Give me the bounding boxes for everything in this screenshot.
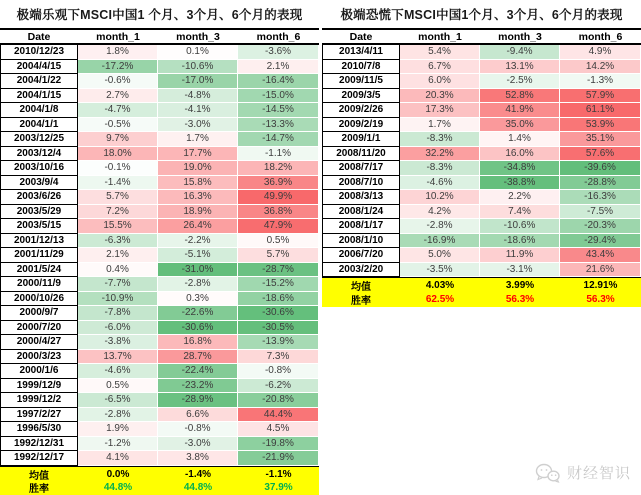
table-row	[322, 176, 641, 191]
return-value-cell: 21.6%	[560, 263, 641, 278]
return-value-cell: -6.2%	[238, 379, 319, 394]
column-header-month6: month_6	[578, 30, 623, 43]
return-value-cell: 57.9%	[560, 89, 641, 104]
table-row	[322, 263, 641, 278]
return-value-cell: 9.7%	[78, 132, 158, 147]
return-value-cell: -20.3%	[560, 219, 641, 234]
table-row	[322, 205, 641, 220]
return-value-cell: -31.0%	[158, 263, 238, 278]
return-value-cell: 6.6%	[158, 408, 238, 423]
return-value-cell: 2.7%	[78, 89, 158, 104]
date-cell: 2003/6/26	[0, 190, 78, 205]
table-row	[0, 335, 319, 350]
return-value-cell: 18.2%	[238, 161, 319, 176]
return-value-cell: -14.5%	[238, 103, 319, 118]
table-row	[322, 161, 641, 176]
table-row	[322, 60, 641, 75]
date-cell: 2000/11/9	[0, 277, 78, 292]
winrate-label: 胜率	[29, 484, 49, 495]
table-row	[0, 190, 319, 205]
table-row	[0, 321, 319, 336]
return-value-cell: -18.6%	[238, 292, 319, 307]
return-value-cell: -17.2%	[78, 60, 158, 75]
wechat-chat-bubbles-icon	[535, 463, 561, 483]
date-cell: 2008/1/24	[322, 205, 400, 220]
return-value-cell: 1.7%	[400, 118, 480, 133]
return-value-cell: -30.5%	[238, 321, 319, 336]
winrate-value: 56.3%	[586, 293, 615, 305]
return-value-cell: -6.5%	[78, 393, 158, 408]
table-row	[0, 45, 319, 60]
return-value-cell: 7.2%	[78, 205, 158, 220]
table-row	[322, 132, 641, 147]
return-value-cell: 5.7%	[78, 190, 158, 205]
return-value-cell: -28.9%	[158, 393, 238, 408]
return-value-cell: -7.5%	[560, 205, 641, 220]
return-value-cell: 0.5%	[78, 379, 158, 394]
winrate-value: 37.9%	[264, 482, 293, 494]
optimism-table	[0, 0, 319, 495]
return-value-cell: -7.8%	[78, 306, 158, 321]
date-cell: 2009/1/1	[322, 132, 400, 147]
date-cell: 2003/5/15	[0, 219, 78, 234]
return-value-cell: 6.7%	[400, 60, 480, 75]
return-value-cell: -16.3%	[560, 190, 641, 205]
return-value-cell: 47.9%	[238, 219, 319, 234]
table-row	[322, 74, 641, 89]
return-value-cell: 15.5%	[78, 219, 158, 234]
return-value-cell: 13.1%	[480, 60, 560, 75]
return-value-cell: -30.6%	[238, 306, 319, 321]
return-value-cell: -30.6%	[158, 321, 238, 336]
return-value-cell: -22.4%	[158, 364, 238, 379]
mean-value: -1.1%	[265, 468, 292, 480]
table-row	[322, 190, 641, 205]
mean-value: 4.03%	[425, 280, 455, 291]
table-row	[0, 219, 319, 234]
return-value-cell: -3.5%	[400, 263, 480, 278]
return-value-cell: 19.0%	[158, 161, 238, 176]
return-value-cell: 4.9%	[560, 45, 641, 60]
return-value-cell: -2.8%	[78, 408, 158, 423]
return-value-cell: 52.8%	[480, 89, 560, 104]
return-value-cell: -1.2%	[78, 437, 158, 452]
return-value-cell: 0.5%	[238, 234, 319, 249]
optimism-table-title: 极端乐观下MSCI中国1 个月、3个月、6个月的表现	[16, 8, 303, 22]
return-value-cell: -2.5%	[480, 74, 560, 89]
mean-value: 12.91%	[583, 280, 618, 291]
date-cell: 2008/3/13	[322, 190, 400, 205]
table-row	[0, 306, 319, 321]
return-value-cell: 28.7%	[158, 350, 238, 365]
table-row	[0, 74, 319, 89]
table-row	[322, 219, 641, 234]
date-cell: 1997/2/27	[0, 408, 78, 423]
return-value-cell: -0.1%	[78, 161, 158, 176]
table-row	[322, 147, 641, 162]
date-cell: 2009/11/5	[322, 74, 400, 89]
table-row	[0, 248, 319, 263]
optimism-table-rows	[0, 45, 319, 466]
panic-table-rows	[322, 45, 641, 277]
date-cell: 2010/12/23	[0, 45, 78, 60]
date-cell: 2000/7/20	[0, 321, 78, 336]
date-cell: 2000/9/7	[0, 306, 78, 321]
date-cell: 2001/5/24	[0, 263, 78, 278]
return-value-cell: -4.1%	[158, 103, 238, 118]
return-value-cell: -16.4%	[238, 74, 319, 89]
return-value-cell: -3.1%	[480, 263, 560, 278]
table-row	[322, 118, 641, 133]
return-value-cell: -21.9%	[238, 451, 319, 466]
return-value-cell: -3.6%	[238, 45, 319, 60]
return-value-cell: 16.3%	[158, 190, 238, 205]
date-cell: 2013/4/11	[322, 45, 400, 60]
table-row	[0, 422, 319, 437]
return-value-cell: 11.9%	[480, 248, 560, 263]
date-cell: 2004/1/1	[0, 118, 78, 133]
return-value-cell: 36.9%	[238, 176, 319, 191]
date-cell: 1992/12/17	[0, 451, 78, 466]
date-cell: 2000/4/27	[0, 335, 78, 350]
return-value-cell: -4.6%	[78, 364, 158, 379]
table-row	[0, 364, 319, 379]
return-value-cell: -0.6%	[78, 74, 158, 89]
return-value-cell: 16.8%	[158, 335, 238, 350]
return-value-cell: -0.8%	[158, 422, 238, 437]
return-value-cell: 7.3%	[238, 350, 319, 365]
return-value-cell: 15.8%	[158, 176, 238, 191]
return-value-cell: -3.0%	[158, 118, 238, 133]
return-value-cell: 6.0%	[400, 74, 480, 89]
table-row	[0, 60, 319, 75]
winrate-value: 44.8%	[103, 482, 133, 494]
return-value-cell: 1.8%	[78, 45, 158, 60]
column-header-month3: month_3	[498, 30, 542, 43]
date-cell: 2003/12/4	[0, 147, 78, 162]
return-value-cell: 5.0%	[400, 248, 480, 263]
date-cell: 2008/11/20	[322, 147, 400, 162]
date-cell: 2000/10/26	[0, 292, 78, 307]
column-header-month3: month_3	[176, 30, 220, 43]
return-value-cell: -4.7%	[78, 103, 158, 118]
return-value-cell: -6.0%	[78, 321, 158, 336]
table-row	[0, 263, 319, 278]
return-value-cell: -10.6%	[158, 60, 238, 75]
table-row	[0, 451, 319, 466]
return-value-cell: 14.2%	[560, 60, 641, 75]
table-row	[322, 45, 641, 60]
return-value-cell: -17.0%	[158, 74, 238, 89]
return-value-cell: 43.4%	[560, 248, 641, 263]
date-cell: 2004/1/15	[0, 89, 78, 104]
return-value-cell: 35.1%	[560, 132, 641, 147]
return-value-cell: 26.4%	[158, 219, 238, 234]
return-value-cell: -39.6%	[560, 161, 641, 176]
table-row	[0, 89, 319, 104]
return-value-cell: 5.7%	[238, 248, 319, 263]
table-row	[0, 379, 319, 394]
return-value-cell: -0.8%	[238, 364, 319, 379]
return-value-cell: -18.6%	[480, 234, 560, 249]
date-cell: 2003/9/4	[0, 176, 78, 191]
mean-label: 均值	[29, 470, 49, 482]
winrate-value: 56.3%	[505, 293, 535, 305]
table-row	[0, 118, 319, 133]
return-value-cell: 41.9%	[480, 103, 560, 118]
optimism-mean-row	[0, 466, 319, 481]
return-value-cell: 32.2%	[400, 147, 480, 162]
table-row	[0, 176, 319, 191]
return-value-cell: -3.8%	[78, 335, 158, 350]
return-value-cell: 0.1%	[158, 45, 238, 60]
date-cell: 2008/1/17	[322, 219, 400, 234]
return-value-cell: -22.6%	[158, 306, 238, 321]
table-row	[322, 89, 641, 104]
return-value-cell: -19.8%	[238, 437, 319, 452]
return-value-cell: -8.3%	[400, 132, 480, 147]
return-value-cell: -28.7%	[238, 263, 319, 278]
date-cell: 1992/12/31	[0, 437, 78, 452]
date-cell: 2004/1/8	[0, 103, 78, 118]
return-value-cell: -13.9%	[238, 335, 319, 350]
return-value-cell: -10.9%	[78, 292, 158, 307]
return-value-cell: -6.3%	[78, 234, 158, 249]
mean-value: 3.99%	[505, 280, 535, 291]
return-value-cell: 17.3%	[400, 103, 480, 118]
date-cell: 2008/1/10	[322, 234, 400, 249]
date-cell: 2009/2/26	[322, 103, 400, 118]
date-cell: 1999/12/2	[0, 393, 78, 408]
table-row	[0, 103, 319, 118]
return-value-cell: -13.3%	[238, 118, 319, 133]
return-value-cell: 2.2%	[480, 190, 560, 205]
return-value-cell: -15.0%	[238, 89, 319, 104]
return-value-cell: 57.6%	[560, 147, 641, 162]
table-row	[0, 205, 319, 220]
return-value-cell: -23.2%	[158, 379, 238, 394]
return-value-cell: 0.3%	[158, 292, 238, 307]
panic-winrate-row	[322, 292, 641, 307]
return-value-cell: -3.0%	[158, 437, 238, 452]
return-value-cell: 18.0%	[78, 147, 158, 162]
return-value-cell: 36.8%	[238, 205, 319, 220]
return-value-cell: 4.1%	[78, 451, 158, 466]
return-value-cell: 2.1%	[238, 60, 319, 75]
table-row	[0, 147, 319, 162]
column-header-month1: month_1	[418, 30, 462, 43]
optimism-header-row	[0, 28, 319, 45]
mean-value: 0.0%	[106, 468, 130, 480]
table-row	[0, 437, 319, 452]
return-value-cell: -29.4%	[560, 234, 641, 249]
return-value-cell: 1.4%	[480, 132, 560, 147]
date-cell: 2003/5/29	[0, 205, 78, 220]
table-row	[0, 277, 319, 292]
panic-header-row	[322, 28, 641, 45]
return-value-cell: -2.8%	[158, 277, 238, 292]
return-value-cell: 1.9%	[78, 422, 158, 437]
table-row	[0, 292, 319, 307]
return-value-cell: -9.4%	[480, 45, 560, 60]
return-value-cell: -2.2%	[158, 234, 238, 249]
return-value-cell: -10.6%	[480, 219, 560, 234]
date-cell: 2003/2/20	[322, 263, 400, 278]
return-value-cell: 17.7%	[158, 147, 238, 162]
return-value-cell: 10.2%	[400, 190, 480, 205]
return-value-cell: 44.4%	[238, 408, 319, 423]
return-value-cell: 2.1%	[78, 248, 158, 263]
return-value-cell: 1.7%	[158, 132, 238, 147]
return-value-cell: -1.4%	[78, 176, 158, 191]
return-value-cell: -8.3%	[400, 161, 480, 176]
return-value-cell: -16.9%	[400, 234, 480, 249]
date-cell: 2006/7/20	[322, 248, 400, 263]
table-row	[0, 234, 319, 249]
watermark	[535, 462, 631, 483]
winrate-value: 62.5%	[425, 293, 455, 305]
return-value-cell: -38.8%	[480, 176, 560, 191]
date-cell: 1999/12/9	[0, 379, 78, 394]
return-value-cell: 61.1%	[560, 103, 641, 118]
table-row	[322, 103, 641, 118]
winrate-value: 44.8%	[183, 482, 213, 494]
date-cell: 2010/7/8	[322, 60, 400, 75]
return-value-cell: -4.8%	[158, 89, 238, 104]
date-cell: 2000/1/6	[0, 364, 78, 379]
return-value-cell: 4.2%	[400, 205, 480, 220]
return-value-cell: -15.2%	[238, 277, 319, 292]
column-header-month1: month_1	[96, 30, 140, 43]
return-value-cell: -0.5%	[78, 118, 158, 133]
table-row	[0, 132, 319, 147]
table-row	[322, 234, 641, 249]
return-value-cell: 53.9%	[560, 118, 641, 133]
column-header-date: Date	[349, 30, 373, 43]
mean-value: -1.4%	[184, 468, 212, 480]
return-value-cell: 18.9%	[158, 205, 238, 220]
return-value-cell: -20.8%	[238, 393, 319, 408]
return-value-cell: 3.8%	[158, 451, 238, 466]
date-cell: 2008/7/17	[322, 161, 400, 176]
return-value-cell: -7.7%	[78, 277, 158, 292]
return-value-cell: 49.9%	[238, 190, 319, 205]
table-row	[0, 393, 319, 408]
mean-label: 均值	[351, 282, 371, 293]
return-value-cell: 16.0%	[480, 147, 560, 162]
return-value-cell: 35.0%	[480, 118, 560, 133]
return-value-cell: 0.4%	[78, 263, 158, 278]
return-value-cell: -34.8%	[480, 161, 560, 176]
table-row	[0, 350, 319, 365]
winrate-label: 胜率	[351, 295, 371, 307]
return-value-cell: 7.4%	[480, 205, 560, 220]
date-cell: 2001/12/13	[0, 234, 78, 249]
return-value-cell: -1.1%	[238, 147, 319, 162]
date-cell: 2003/10/16	[0, 161, 78, 176]
date-cell: 1996/5/30	[0, 422, 78, 437]
date-cell: 2001/11/29	[0, 248, 78, 263]
return-value-cell: 5.4%	[400, 45, 480, 60]
table-row	[0, 161, 319, 176]
column-header-month6: month_6	[256, 30, 301, 43]
panic-table-title: 极端恐慌下MSCI中国1个月、3个月、6个月的表现	[340, 8, 623, 22]
table-row	[0, 408, 319, 423]
panic-mean-row	[322, 277, 641, 292]
return-value-cell: -1.3%	[560, 74, 641, 89]
optimism-winrate-row	[0, 480, 319, 495]
return-value-cell: -4.6%	[400, 176, 480, 191]
return-value-cell: -2.8%	[400, 219, 480, 234]
table-row	[322, 248, 641, 263]
date-cell: 2009/2/19	[322, 118, 400, 133]
date-cell: 2004/4/15	[0, 60, 78, 75]
return-value-cell: 13.7%	[78, 350, 158, 365]
return-value-cell: 20.3%	[400, 89, 480, 104]
return-value-cell: 4.5%	[238, 422, 319, 437]
return-value-cell: -28.8%	[560, 176, 641, 191]
watermark-text: 财经智识	[566, 465, 631, 482]
date-cell: 2000/3/23	[0, 350, 78, 365]
date-cell: 2004/1/22	[0, 74, 78, 89]
column-header-date: Date	[27, 30, 51, 43]
date-cell: 2009/3/5	[322, 89, 400, 104]
panic-table	[322, 0, 641, 495]
date-cell: 2008/7/10	[322, 176, 400, 191]
return-value-cell: -14.7%	[238, 132, 319, 147]
date-cell: 2003/12/25	[0, 132, 78, 147]
return-value-cell: -5.1%	[158, 248, 238, 263]
